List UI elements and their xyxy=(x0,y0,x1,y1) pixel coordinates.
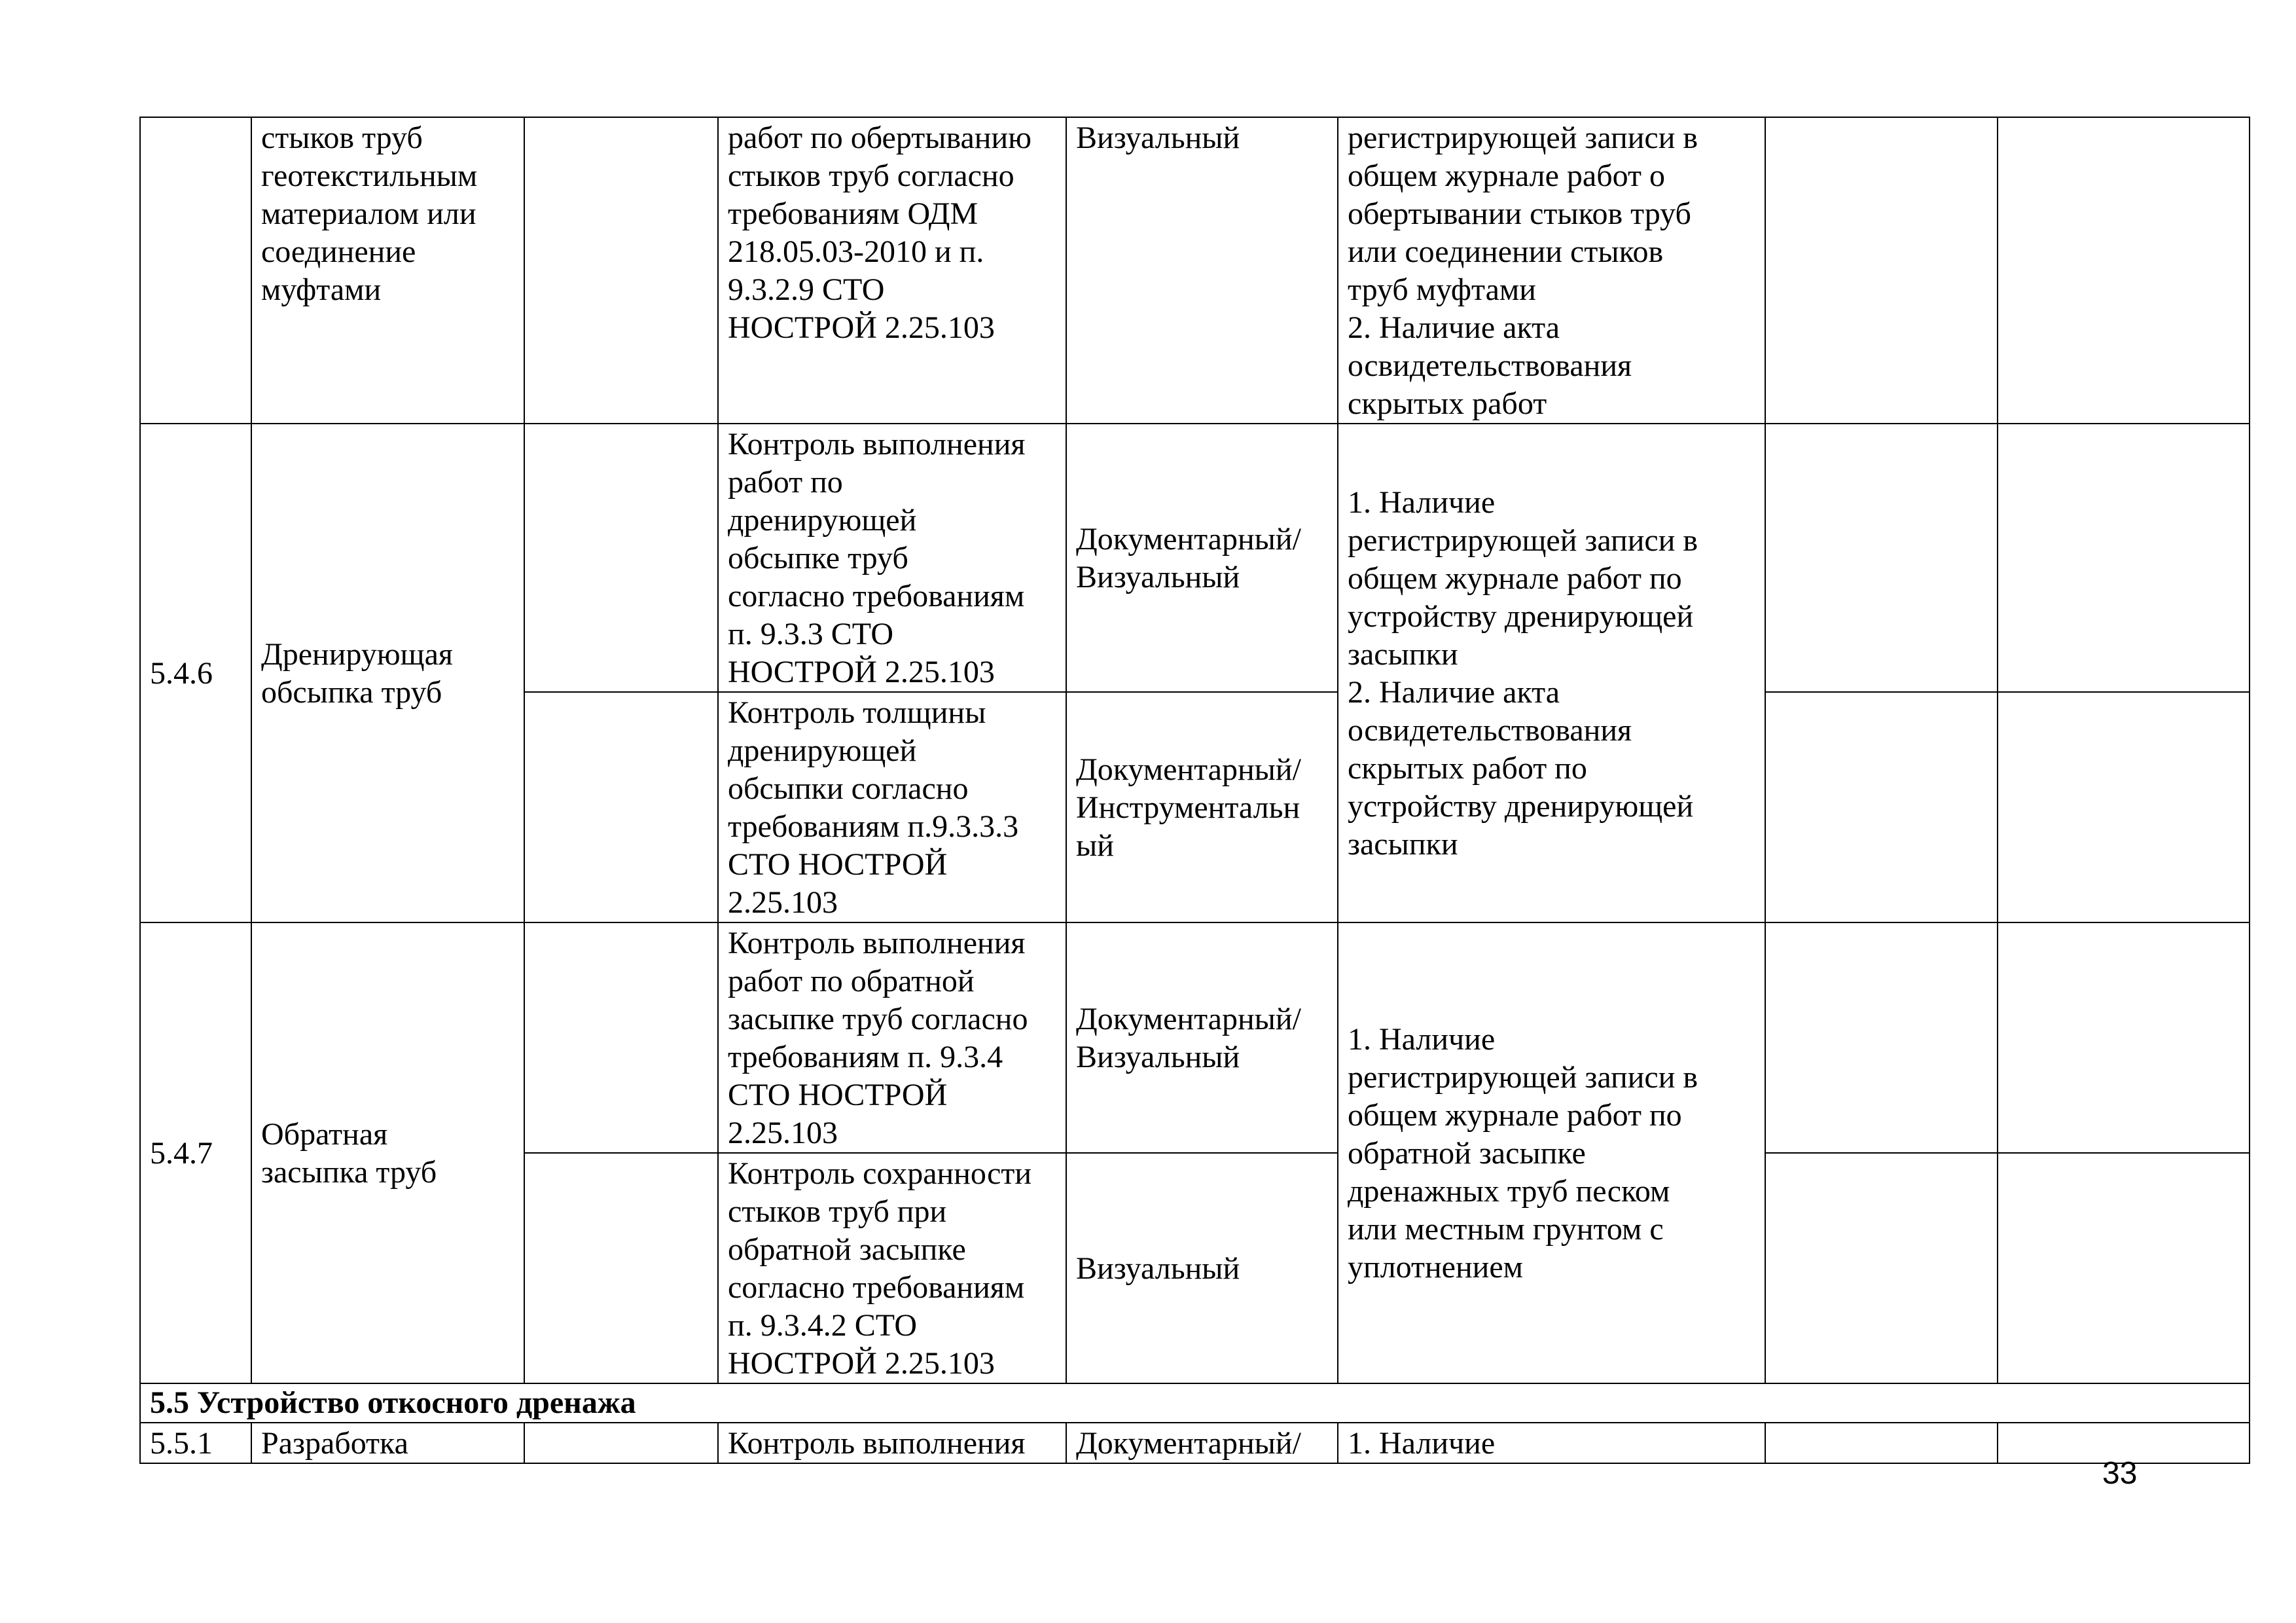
empty-cell xyxy=(524,117,718,424)
table-row xyxy=(140,424,2250,692)
table-row xyxy=(140,117,2250,424)
control-description-cell: Контроль сохранности стыков труб при обратной засыпке согласно требованиям п. 9.3.4.2 СТО НОСТРОЙ 2.25.103 xyxy=(718,1153,1066,1383)
section-header-row xyxy=(140,1383,2250,1423)
work-name-cell: Обратная засыпка труб xyxy=(251,922,524,1383)
empty-cell xyxy=(1765,1153,1998,1383)
empty-cell xyxy=(524,692,718,922)
empty-cell xyxy=(524,1153,718,1383)
control-description-cell: Контроль выполнения xyxy=(718,1423,1066,1463)
empty-cell xyxy=(1998,1153,2250,1383)
table-row xyxy=(140,1423,2250,1463)
control-method-cell: Визуальный xyxy=(1066,117,1338,424)
page-number: 33 xyxy=(2102,1456,2138,1491)
control-description-cell: Контроль толщины дренирующей обсыпки согласно требованиям п.9.3.3.3 СТО НОСТРОЙ 2.25.103 xyxy=(718,692,1066,922)
empty-cell xyxy=(1765,1423,1998,1463)
work-name-cell: Разработка xyxy=(251,1423,524,1463)
empty-cell xyxy=(1765,692,1998,922)
empty-cell xyxy=(524,424,718,692)
control-description-cell: работ по обертыванию стыков труб согласно требованиям ОДМ 218.05.03-2010 и п. 9.3.2.9 СТО НОСТРОЙ 2.25.103 xyxy=(718,117,1066,424)
result-cell: 1. Наличие регистрирующей записи в общем журнале работ по обратной засыпке дренажных труб песком или местным грунтом с уплотнением xyxy=(1338,922,1765,1383)
empty-cell xyxy=(1765,922,1998,1153)
result-cell: регистрирующей записи в общем журнале работ о обертывании стыков труб или соединении стыков труб муфтами 2. Наличие акта освидетельствования скрытых работ xyxy=(1338,117,1765,424)
result-cell: 1. Наличие регистрирующей записи в общем журнале работ по устройству дренирующей засыпки 2. Наличие акта освидетельствования скрытых работ по устройству дренирующей засыпки xyxy=(1338,424,1765,922)
result-cell: 1. Наличие xyxy=(1338,1423,1765,1463)
item-number-cell: 5.4.7 xyxy=(140,922,251,1383)
item-number-cell: 5.5.1 xyxy=(140,1423,251,1463)
empty-cell xyxy=(1765,117,1998,424)
control-method-cell: Документарный/ Визуальный xyxy=(1066,424,1338,692)
control-method-cell: Документарный/ Инструментальн ый xyxy=(1066,692,1338,922)
item-number-cell xyxy=(140,117,251,424)
empty-cell xyxy=(1765,424,1998,692)
control-method-cell: Документарный/ xyxy=(1066,1423,1338,1463)
control-description-cell: Контроль выполнения работ по дренирующей обсыпке труб согласно требованиям п. 9.3.3 СТО НОСТРОЙ 2.25.103 xyxy=(718,424,1066,692)
item-number-cell: 5.4.6 xyxy=(140,424,251,922)
work-name-cell: стыков труб геотекстильным материалом или соединение муфтами xyxy=(251,117,524,424)
control-description-cell: Контроль выполнения работ по обратной засыпке труб согласно требованиям п. 9.3.4 СТО НОСТРОЙ 2.25.103 xyxy=(718,922,1066,1153)
empty-cell xyxy=(1998,117,2250,424)
table-row xyxy=(140,922,2250,1153)
empty-cell xyxy=(1998,692,2250,922)
work-name-cell: Дренирующая обсыпка труб xyxy=(251,424,524,922)
empty-cell xyxy=(1998,922,2250,1153)
section-title: 5.5 Устройство откосного дренажа xyxy=(140,1383,2250,1423)
control-method-cell: Визуальный xyxy=(1066,1153,1338,1383)
inspection-table xyxy=(139,117,2250,1464)
empty-cell xyxy=(524,922,718,1153)
control-method-cell: Документарный/ Визуальный xyxy=(1066,922,1338,1153)
empty-cell xyxy=(1998,424,2250,692)
empty-cell xyxy=(524,1423,718,1463)
